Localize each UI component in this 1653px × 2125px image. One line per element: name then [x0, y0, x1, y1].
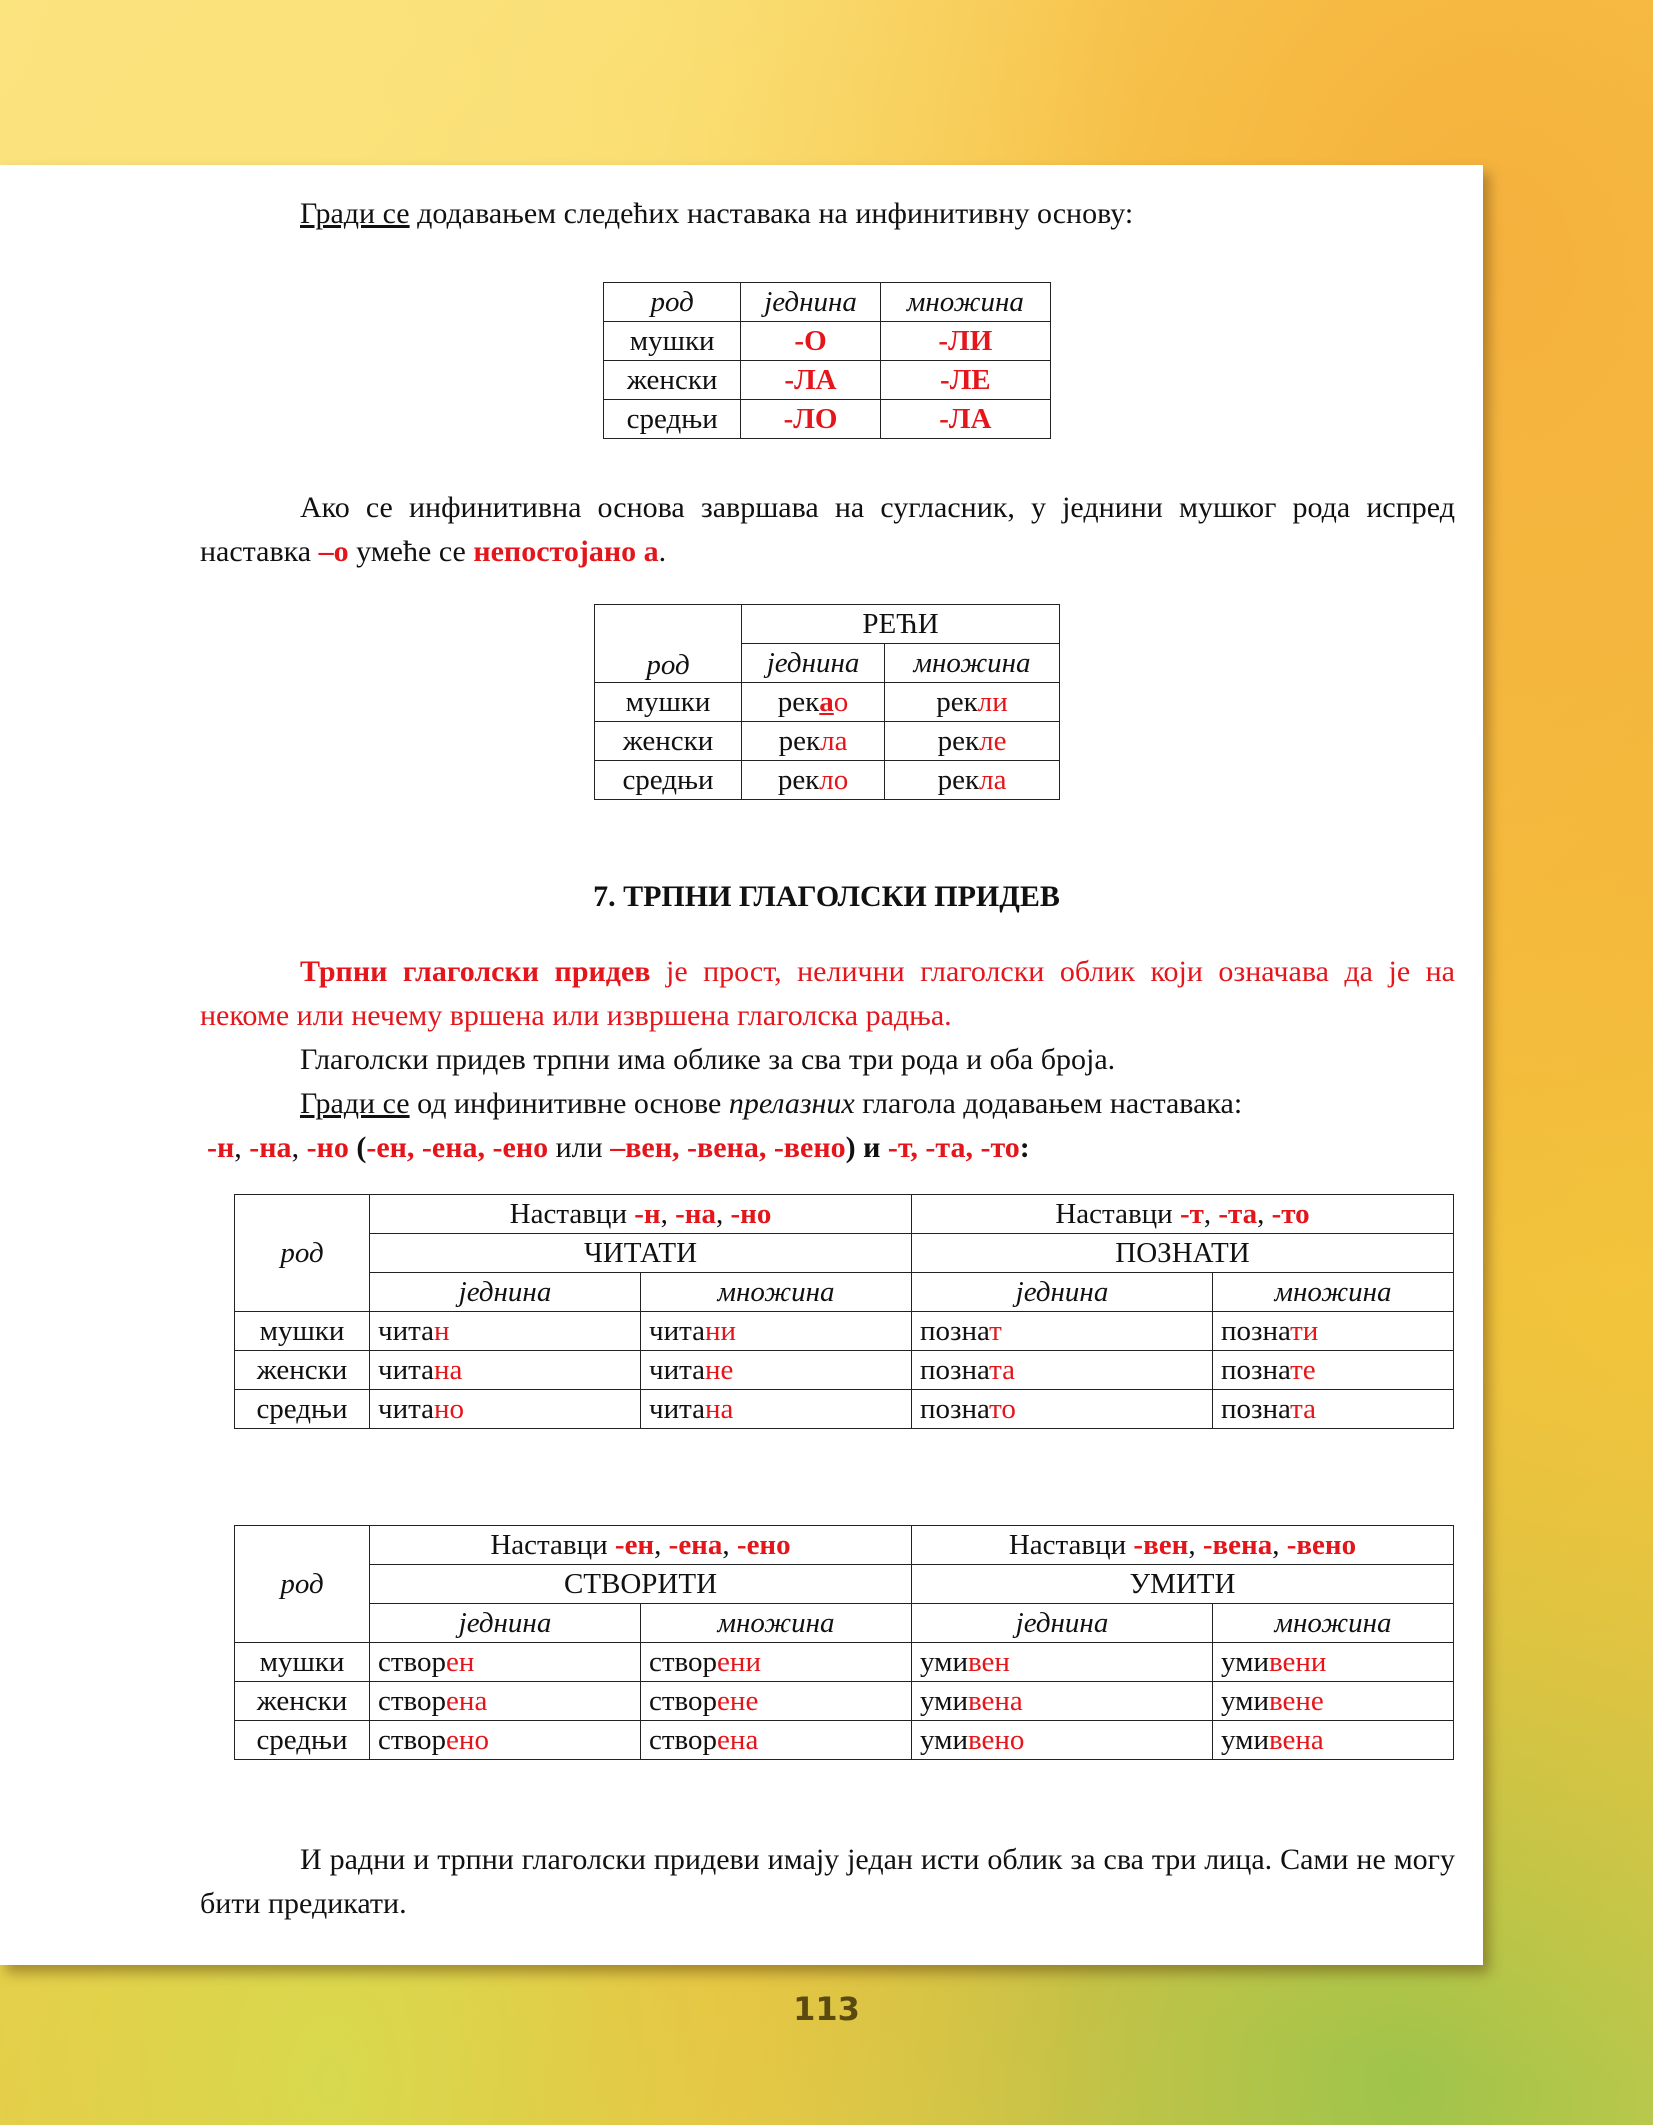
forms-paragraph: Глаголски придев трпни има облике за сва три рода и оба броја.	[300, 1043, 1116, 1076]
t2-verb: РЕЋИ	[742, 605, 1060, 644]
t1-sg: -ЛА	[741, 361, 880, 400]
intro-underlined: Гради се	[300, 197, 410, 230]
t3-cell: читана	[641, 1390, 912, 1429]
t1-header-sg: једнина	[741, 283, 880, 322]
t2-gender: женски	[595, 722, 742, 761]
t4-rod: род	[235, 1526, 370, 1643]
t2-gender: средњи	[595, 761, 742, 800]
t2-header-rod: род	[595, 605, 742, 683]
t2-pl: рекле	[885, 722, 1060, 761]
t3-num: једнина	[912, 1273, 1213, 1312]
para1-suffix: –о	[318, 535, 349, 568]
t3-cell: читано	[370, 1390, 641, 1429]
t4-cell: створен	[370, 1643, 641, 1682]
t2-sg: рекла	[742, 722, 885, 761]
t4-num: једнина	[370, 1604, 641, 1643]
t1-gender: женски	[604, 361, 741, 400]
t1-pl: -ЛА	[880, 400, 1050, 439]
t4-cell: створена	[370, 1682, 641, 1721]
t4-cell: створено	[370, 1721, 641, 1760]
t1-pl: -ЛИ	[880, 322, 1050, 361]
reci-table	[594, 604, 1060, 800]
t1-pl: -ЛЕ	[880, 361, 1050, 400]
paragraph-inserted-a	[200, 486, 1455, 574]
t3-cell: познати	[1213, 1312, 1454, 1351]
endings-table	[603, 282, 1051, 439]
t4-cell: умивена	[912, 1682, 1213, 1721]
t4-gender: мушки	[235, 1643, 370, 1682]
t3-cell: читана	[370, 1351, 641, 1390]
t3-left-verb: ЧИТАТИ	[370, 1234, 912, 1273]
t4-left-header: Наставци -ен, -ена, -ено	[370, 1526, 912, 1565]
t3-gender: средњи	[235, 1390, 370, 1429]
page-number: 113	[793, 1990, 860, 2028]
t4-gender: женски	[235, 1682, 370, 1721]
t4-cell: створени	[641, 1643, 912, 1682]
t3-gender: мушки	[235, 1312, 370, 1351]
def-text: је прост, нелични глаголски облик који означава да је на некоме или нечему вршена или извршена глаголска радња.	[200, 955, 1455, 1032]
intro-rest: додавањем следећих наставака на инфинитивну основу:	[409, 197, 1134, 230]
intro-line	[300, 192, 1300, 236]
t1-sg: -ЛО	[741, 400, 880, 439]
t4-right-header: Наставци -вен, -вена, -вено	[912, 1526, 1454, 1565]
t3-cell: читан	[370, 1312, 641, 1351]
closing-paragraph: И радни и трпни глаголски придеви имају један исти облик за сва три лица. Сами не могу бити предикати.	[200, 1843, 1455, 1920]
para1-text: Ако се инфинитивна основа завршава на сугласник, у једнини мушког рода испред наставка	[200, 491, 1455, 568]
t4-cell: умивена	[1213, 1721, 1454, 1760]
t3-num: множина	[1213, 1273, 1454, 1312]
t3-gender: женски	[235, 1351, 370, 1390]
t3-cell: познато	[912, 1390, 1213, 1429]
t4-cell: створене	[641, 1682, 912, 1721]
t2-header-pl: множина	[885, 644, 1060, 683]
t3-right-header: Наставци -т, -та, -то	[912, 1195, 1454, 1234]
t4-cell: умивене	[1213, 1682, 1454, 1721]
t1-header-rod: род	[604, 283, 741, 322]
t3-cell: читани	[641, 1312, 912, 1351]
t1-sg: -О	[741, 322, 880, 361]
t2-pl: рекла	[885, 761, 1060, 800]
t4-gender: средњи	[235, 1721, 370, 1760]
para1-text: умеће се	[348, 535, 474, 568]
t2-header-sg: једнина	[742, 644, 885, 683]
t1-gender: мушки	[604, 322, 741, 361]
t4-right-verb: УМИТИ	[912, 1565, 1454, 1604]
stvoriti-umiti-table	[234, 1525, 1454, 1760]
t4-num: једнина	[912, 1604, 1213, 1643]
definition-paragraph	[200, 950, 1455, 1038]
citati-poznati-table	[234, 1194, 1454, 1429]
t3-right-verb: ПОЗНАТИ	[912, 1234, 1454, 1273]
t4-cell: умивено	[912, 1721, 1213, 1760]
t3-rod: род	[235, 1195, 370, 1312]
formation-paragraph: Гради се од инфинитивне основе прелазних глагола додавањем наставака:	[300, 1087, 1243, 1120]
t3-cell: позната	[912, 1351, 1213, 1390]
t4-cell: умивен	[912, 1643, 1213, 1682]
t3-left-header: Наставци -н, -на, -но	[370, 1195, 912, 1234]
t4-cell: умивени	[1213, 1643, 1454, 1682]
def-term: Трпни глаголски придев	[300, 955, 651, 988]
t4-num: множина	[1213, 1604, 1454, 1643]
t2-sg: рекао	[742, 683, 885, 722]
t4-left-verb: СТВОРИТИ	[370, 1565, 912, 1604]
t3-cell: познат	[912, 1312, 1213, 1351]
t1-header-pl: множина	[880, 283, 1050, 322]
t2-sg: рекло	[742, 761, 885, 800]
t3-cell: позната	[1213, 1390, 1454, 1429]
para1-term: непостојано а	[473, 535, 659, 568]
t2-pl: рекли	[885, 683, 1060, 722]
suffix-list: -н, -на, -но (-ен, -ена, -ено или –вен, -вена, -вено) и -т, -та, -то:	[207, 1131, 1030, 1164]
section-title: 7. ТРПНИ ГЛАГОЛСКИ ПРИДЕВ	[593, 880, 1060, 913]
t4-num: множина	[641, 1604, 912, 1643]
t3-num: једнина	[370, 1273, 641, 1312]
t3-cell: читане	[641, 1351, 912, 1390]
t3-num: множина	[641, 1273, 912, 1312]
t3-cell: познате	[1213, 1351, 1454, 1390]
t4-cell: створена	[641, 1721, 912, 1760]
t1-gender: средњи	[604, 400, 741, 439]
t2-gender: мушки	[595, 683, 742, 722]
para1-text: .	[658, 535, 667, 568]
